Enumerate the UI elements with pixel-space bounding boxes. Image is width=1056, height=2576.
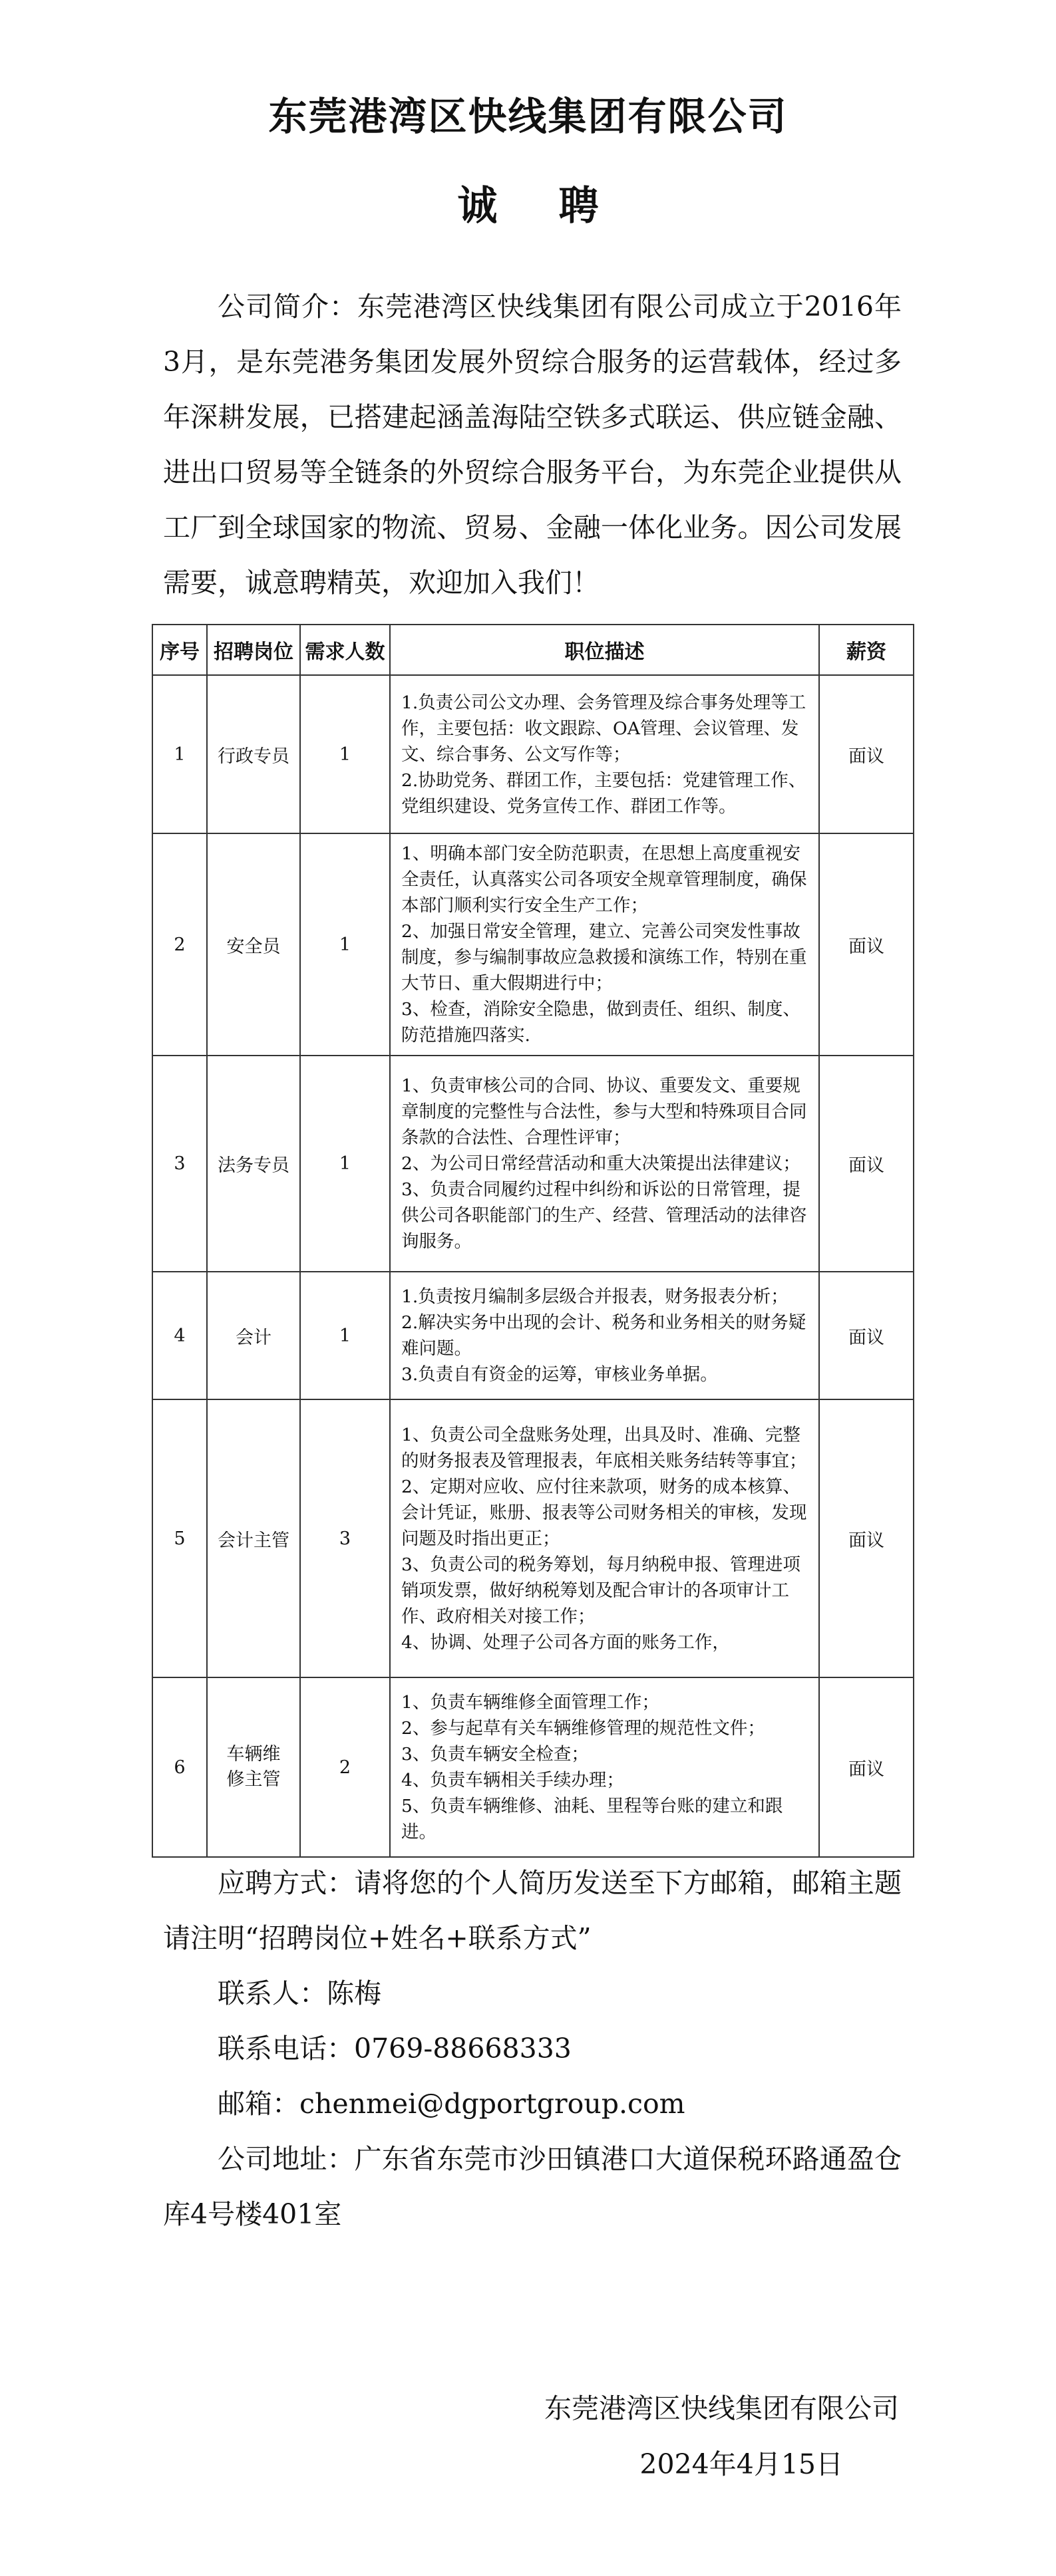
cell-no: 5 [152, 1399, 207, 1677]
header-salary: 薪资 [819, 625, 914, 675]
desc-line: 1.负责按月编制多层级合并报表，财务报表分析； [401, 1286, 789, 1307]
desc-line: 3.负责自有资金的运筹，审核业务单据。 [401, 1364, 718, 1385]
heading [0, 174, 1056, 231]
cell-count: 1 [300, 833, 390, 1056]
signature-company: 东莞港湾区快线集团有限公司 [544, 2392, 899, 2424]
cell-description [390, 675, 819, 833]
header-count: 需求人数 [300, 625, 390, 675]
cell-no: 4 [152, 1272, 207, 1399]
table-row [152, 1056, 914, 1272]
job-table [152, 624, 914, 1858]
cell-position: 会计 [207, 1272, 300, 1399]
contact-email: 邮箱：chenmei@dgportgroup.com [218, 2088, 685, 2120]
desc-line: 1、负责公司全盘账务处理，出具及时、准确、完整的财务报表及管理报表，年底相关账务结转等事宜； [401, 1424, 807, 1471]
desc-line: 4、负责车辆相关手续办理； [401, 1770, 624, 1790]
desc-line: 2、参与起草有关车辆维修管理的规范性文件； [401, 1718, 765, 1739]
heading-char-2: 聘 [558, 183, 599, 229]
cell-no: 6 [152, 1677, 207, 1857]
desc-line: 3、负责公司的税务筹划，每月纳税申报、管理进项销项发票，做好纳税筹划及配合审计的各项审计工作、政府相关对接工作； [401, 1554, 800, 1627]
desc-line: 1、负责车辆维修全面管理工作； [401, 1692, 659, 1713]
desc-line: 3、负责合同履约过程中纠纷和诉讼的日常管理，提供公司各职能部门的生产、经营、管理活动的法律咨询服务。 [401, 1179, 807, 1252]
desc-line: 1、明确本部门安全防范职责，在思想上高度重视安全责任，认真落实公司各项安全规章管理制度，确保本部门顺利实行安全生产工作； [401, 843, 807, 916]
cell-count: 1 [300, 675, 390, 833]
cell-count: 1 [300, 1272, 390, 1399]
table-row [152, 675, 914, 833]
cell-description [390, 1056, 819, 1272]
table-row [152, 1677, 914, 1857]
cell-description [390, 833, 819, 1056]
cell-salary: 面议 [819, 1056, 914, 1272]
cell-position: 行政专员 [207, 675, 300, 833]
cell-count: 2 [300, 1677, 390, 1857]
table-row [152, 1272, 914, 1399]
cell-position: 安全员 [207, 833, 300, 1056]
table-header-row [152, 625, 914, 675]
company-address: 公司地址：广东省东莞市沙田镇港口大道保税环路通盈仓库4号楼401室 [163, 2143, 902, 2230]
company-intro: 公司简介：东莞港湾区快线集团有限公司成立于2016年3月，是东莞港务集团发展外贸综合服务的运营载体，经过多年深耕发展，已搭建起涵盖海陆空铁多式联运、供应链金融、进出口贸易等全链条的外贸综合服务平台，为东莞企业提供从工厂到全球国家的物流、贸易、金融一体化业务。因公司发展需要，诚意聘精英，欢迎加入我们！ [163, 291, 902, 599]
company-title: 东莞港湾区快线集团有限公司 [268, 94, 788, 139]
cell-salary: 面议 [819, 1272, 914, 1399]
desc-line: 2、加强日常安全管理，建立、完善公司突发性事故制度，参与编制事故应急救援和演练工作，特别在重大节日、重大假期进行中； [401, 921, 807, 994]
desc-line: 4、协调、处理子公司各方面的账务工作， [401, 1632, 730, 1653]
desc-line: 1.负责公司公文办理、会务管理及综合事务处理等工作，主要包括：收文跟踪、OA管理、会议管理、发文、综合事务、公文写作等； [401, 692, 806, 765]
cell-salary: 面议 [819, 1677, 914, 1857]
cell-no: 2 [152, 833, 207, 1056]
cell-no: 3 [152, 1056, 207, 1272]
desc-line: 1、负责审核公司的合同、协议、重要发文、重要规章制度的完整性与合法性，参与大型和特殊项目合同条款的合法性、合理性评审； [401, 1075, 807, 1148]
cell-no: 1 [152, 675, 207, 833]
cell-salary: 面议 [819, 1399, 914, 1677]
contact-phone: 联系电话：0769-88668333 [218, 2033, 572, 2065]
cell-count: 3 [300, 1399, 390, 1677]
desc-line: 3、检查，消除安全隐患，做到责任、组织、制度、防范措施四落实. [401, 999, 800, 1046]
header-position: 招聘岗位 [207, 625, 300, 675]
desc-line: 5、负责车辆维修、油耗、里程等台账的建立和跟进。 [401, 1796, 783, 1842]
signature-date: 2024年4月15日 [639, 2448, 843, 2480]
desc-line: 2.解决实务中出现的会计、税务和业务相关的财务疑难问题。 [401, 1312, 806, 1359]
table-row [152, 833, 914, 1056]
cell-count: 1 [300, 1056, 390, 1272]
heading-char-1: 诚 [457, 183, 498, 229]
desc-line: 3、负责车辆安全检查； [401, 1744, 589, 1765]
cell-position: 法务专员 [207, 1056, 300, 1272]
cell-description [390, 1399, 819, 1677]
header-no: 序号 [152, 625, 207, 675]
contact-person: 联系人：陈梅 [218, 1977, 381, 2009]
header-description: 职位描述 [390, 625, 819, 675]
application-method: 应聘方式：请将您的个人简历发送至下方邮箱，邮箱主题请注明“招聘岗位+姓名+联系方式” [163, 1867, 902, 1954]
cell-salary: 面议 [819, 833, 914, 1056]
cell-salary: 面议 [819, 675, 914, 833]
desc-line: 2、为公司日常经营活动和重大决策提出法律建议； [401, 1153, 800, 1174]
cell-position: 会计主管 [207, 1399, 300, 1677]
cell-description [390, 1272, 819, 1399]
cell-description [390, 1677, 819, 1857]
table-row [152, 1399, 914, 1677]
cell-position: 车辆维修主管 [207, 1677, 300, 1857]
desc-line: 2、定期对应收、应付往来款项，财务的成本核算、会计凭证，账册、报表等公司财务相关的审核，发现问题及时指出更正； [401, 1476, 807, 1549]
desc-line: 2.协助党务、群团工作，主要包括：党建管理工作、党组织建设、党务宣传工作、群团工作等。 [401, 770, 806, 817]
